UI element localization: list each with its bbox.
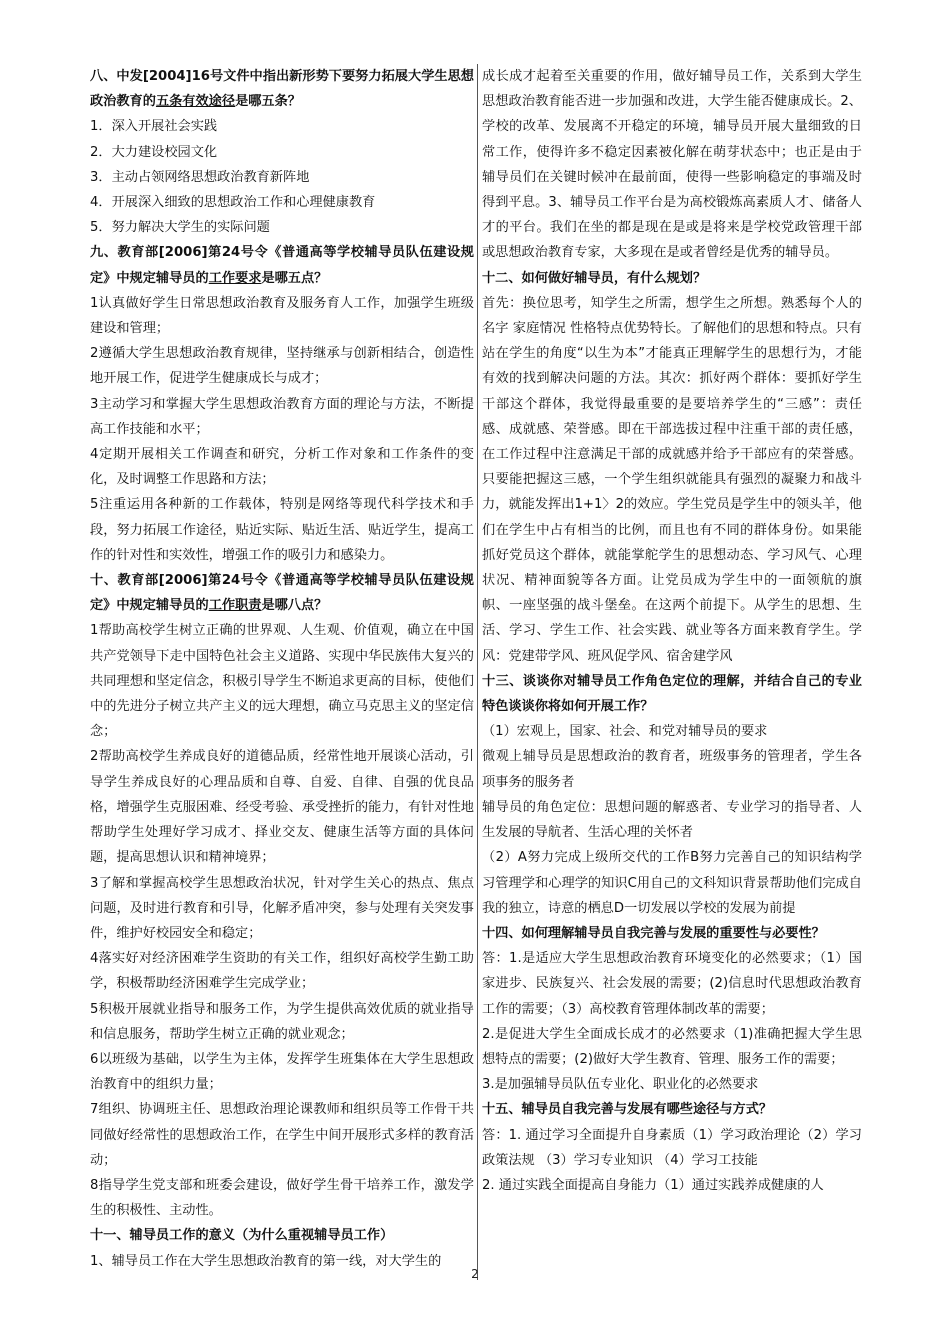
section-10-item: 5积极开展就业指导和服务工作，为学生提供高效优质的就业指导和信息服务，帮助学生树立正确的就业观念； <box>90 1001 474 1042</box>
section-9-item: 3主动学习和掌握大学生思想政治教育方面的理论与方法，不断提高工作技能和水平； <box>90 396 474 437</box>
section-12-heading: 十二、如何做好辅导员，有什么规划？ <box>482 270 707 286</box>
section-10-item: 2帮助高校学生养成良好的道德品质，经常性地开展谈心活动，引导学生养成良好的心理品质和自尊、自爱、自律、自强的优良品格，增强学生克服困难、经受考验、承受挫折的能力，有针对性地帮助学生处理好学习成才、择业交友、健康生活等方面的具体问题，提高思想认识和精神境界； <box>90 749 474 866</box>
section-10-heading-underlined: 工作职责 <box>208 598 262 614</box>
section-10-item: 4落实好对经济困难学生资助的有关工作，组织好高校学生勤工助学，积极帮助经济困难学生完成学业； <box>90 951 474 992</box>
section-10-item: 6以班级为基础，以学生为主体，发挥学生班集体在大学生思想政治教育中的组织力量； <box>90 1051 474 1093</box>
section-8-item: 3．主动占领网络思想政治教育新阵地 <box>90 169 310 185</box>
section-9-heading: 九、教育部[2006]第24号令《普通高等学校辅导员队伍建设规定》中规定辅导员的工作要求是哪五点？ <box>90 245 474 286</box>
right-column <box>482 64 862 1198</box>
section-8-item: 4．开展深入细致的思想政治工作和心理健康教育 <box>90 195 376 211</box>
section-9-item: 4定期开展相关工作调查和研究，分析工作对象和工作条件的变化，及时调整工作思路和方法； <box>90 447 474 488</box>
section-8-item: 2．大力建设校园文化 <box>90 144 218 160</box>
section-14-item: 2.是促进大学生全面成长成才的必然要求（1)准确把握大学生思想特点的需要；(2)做好大学生教育、管理、服务工作的需要； <box>482 1026 862 1067</box>
section-10-item: 7组织、协调班主任、思想政治理论课教师和组织员等工作骨干共同做好经常性的思想政治工作，在学生中间开展形式多样的教育活动； <box>90 1102 474 1168</box>
section-8-item: 5．努力解决大学生的实际问题 <box>90 220 270 236</box>
section-11-paragraph-continued: 成长成才起着至关重要的作用，做好辅导员工作，关系到大学生思想政治教育能否进一步加强和改进，大学生能否健康成长。2、学校的改革、发展离不开稳定的环境，辅导员开展大量细致的日常工作，使得许多不稳定因素被化解在萌芽状态中；也正是由于辅导员们在关键时候冲在最前面，使得一些影响稳定的事端及时得到平息。3、辅导员工作平台是为高校锻炼高素质人才、储备人才的平台。我们在坐的都是现在是或是将来是学校党政管理干部或思想政治教育专家，大多现在是或者曾经是优秀的辅导员。 <box>482 69 862 261</box>
section-10-item: 1帮助高校学生树立正确的世界观、人生观、价值观，确立在中国共产党领导下走中国特色社会主义道路、实现中华民族伟大复兴的共同理想和坚定信念，积极引导学生不断追求更高的目标，使他们中的先进分子树立共产主义的远大理想，确立马克思主义的坚定信念； <box>90 623 474 740</box>
section-13-item: 微观上辅导员是思想政治的教育者，班级事务的管理者，学生各项事务的服务者 <box>482 749 862 790</box>
column-divider <box>477 64 478 1280</box>
section-10-item: 3了解和掌握高校学生思想政治状况，针对学生关心的热点、焦点问题，及时进行教育和引导，化解矛盾冲突，参与处理有关突发事件，维护好校园安全和稳定； <box>90 875 474 941</box>
section-8-heading: 八、中发[2004]16号文件中指出新形势下要努力拓展大学生思想政治教育的五条有效途径是哪五条？ <box>90 69 474 110</box>
section-15-heading: 十五、辅导员自我完善与发展有哪些途径与方式？ <box>482 1102 773 1118</box>
section-15-item: 2. 通过实践全面提高自身能力（1）通过实践养成健康的人 <box>482 1177 824 1193</box>
section-8-heading-underlined: 五条有效途径 <box>155 94 236 110</box>
section-13-item: （2）A努力完成上级所交代的工作B努力完善自己的知识结构学习管理学和心理学的知识C用自己的文科知识背景帮助他们完成自我的独立，诗意的栖息D一切发展以学校的发展为前提 <box>482 850 862 916</box>
section-13-item: （1）宏观上，国家、社会、和党对辅导员的要求 <box>482 724 768 740</box>
section-9-item: 2遵循大学生思想政治教育规律，坚持继承与创新相结合，创造性地开展工作，促进学生健康成长与成才； <box>90 346 474 387</box>
section-9-item: 5注重运用各种新的工作载体，特别是网络等现代科学技术和手段，努力拓展工作途径，贴近实际、贴近生活、贴近学生，提高工作的针对性和实效性，增强工作的吸引力和感染力。 <box>90 497 474 563</box>
section-10-item: 8指导学生党支部和班委会建设，做好学生骨干培养工作，激发学生的积极性、主动性。 <box>90 1177 474 1219</box>
section-14-item: 3.是加强辅导员队伍专业化、职业化的必然要求 <box>482 1077 759 1093</box>
section-8-item: 1．深入开展社会实践 <box>90 119 218 135</box>
section-14-item: 答：1.是适应大学生思想政治教育环境变化的必然要求；（1）国家进步、民族复兴、社会发展的需要；(2)信息时代思想政治教育工作的需要；（3）高校教育管理体制改革的需要； <box>482 951 862 1017</box>
section-11-heading: 十一、辅导员工作的意义（为什么重视辅导员工作） <box>90 1228 394 1244</box>
page-number: 2 <box>471 1267 479 1281</box>
section-9-heading-underlined: 工作要求 <box>208 270 262 286</box>
left-column <box>90 64 474 1274</box>
section-10-heading: 十、教育部[2006]第24号令《普通高等学校辅导员队伍建设规定》中规定辅导员的工作职责是哪八点？ <box>90 573 474 614</box>
section-9-item: 1认真做好学生日常思想政治教育及服务育人工作，加强学生班级建设和管理； <box>90 295 474 337</box>
section-13-heading: 十三、谈谈你对辅导员工作角色定位的理解，并结合自己的专业特色谈谈你将如何开展工作？ <box>482 673 862 715</box>
section-11-paragraph: 1、辅导员工作在大学生思想政治教育的第一线，对大学生的 <box>90 1253 442 1269</box>
section-14-heading: 十四、如何理解辅导员自我完善与发展的重要性与必要性？ <box>482 925 825 941</box>
section-15-item: 答：1. 通过学习全面提升自身素质（1）学习政治理论（2）学习政策法规 （3）学习专业知识 （4）学习工技能 <box>482 1127 862 1168</box>
section-12-paragraph: 首先：换位思考，知学生之所需，想学生之所想。熟悉每个人的名字 家庭情况 性格特点优势特长。了解他们的思想和特点。只有站在学生的角度“以生为本”才能真正理解学生的思想行为，才能有效的找到解决问题的方法。其次：抓好两个群体：要抓好学生干部这个群体，我觉得最重要的是要培养学生的“三感”：责任感、成就感、荣誉感。即在干部选拔过程中注重干部的责任感，在工作过程中注意满足干部的成就感并给予干部应有的荣誉感。只要能把握这三感，一个学生组织就能具有强烈的凝聚力和战斗力，就能发挥出1+1〉2的效应。学生党员是学生中的领头羊，他们在学生中占有相当的比例，而且也有不同的群体身份。如果能抓好党员这个群体，就能掌舵学生的思想动态、学习风气、心理状况、精神面貌等各方面。让党员成为学生中的一面领航的旗帜、一座坚强的战斗堡垒。在这两个前提下。从学生的思想、生活、学习、学生工作、社会实践、就业等各方面来教育学生。学风：党建带学风、班风促学风、宿舍建学风 <box>482 295 862 664</box>
section-13-item: 辅导员的角色定位：思想问题的解惑者、专业学习的指导者、人生发展的导航者、生活心理的关怀者 <box>482 799 862 841</box>
